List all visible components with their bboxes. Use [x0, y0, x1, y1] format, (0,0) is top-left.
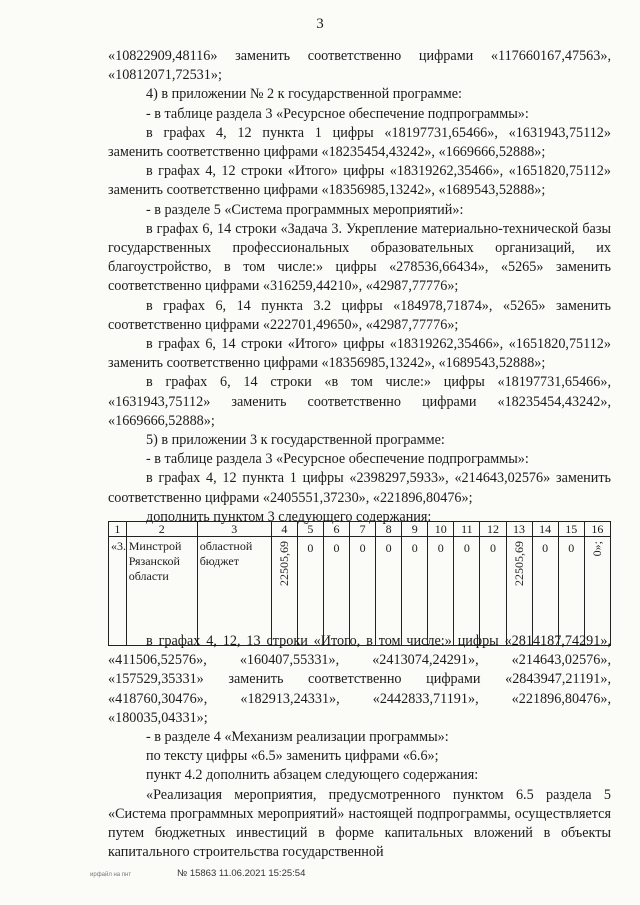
table-header-cell: 14	[532, 522, 558, 537]
table-cell-point-number: «3.	[109, 537, 127, 646]
paragraph-columns-total: в графах 4, 12 строки «Итого» цифры «18319262,35466», «1651820,75112» заменить соответственно цифрами «18356985,13242», «1689543,52888»;	[108, 163, 611, 199]
table-cell-value: 0	[480, 537, 506, 646]
table-cell-last	[584, 537, 610, 646]
paragraph-table-section3: - в таблице раздела 3 «Ресурсное обеспечение подпрограммы»:	[146, 105, 529, 122]
paragraph-item-4: 4) в приложении № 2 к государственной программе:	[146, 86, 462, 103]
paragraph-quote: «Реализация мероприятия, предусмотренного пунктом 6.5 раздела 5 «Система программных мероприятий» настоящей подпрограммы, осуществляется путем бюджетных инвестиций в форме капитальных вложений в объекты капитального строительства государственной	[108, 786, 611, 861]
table-cell-value: 0	[323, 537, 349, 646]
paragraph-columns-point1-b: в графах 4, 12 пункта 1 цифры «2398297,5933», «214643,02576» заменить соответственно цифрами «2405551,37230», «221896,80476»;	[108, 470, 611, 506]
upper-text-block	[108, 47, 611, 527]
table-header-cell: 4	[271, 522, 297, 537]
table-header-cell: 9	[402, 522, 428, 537]
paragraph-columns-point1: в графах 4, 12 пункта 1 цифры «18197731,65466», «1631943,75112» заменить соответственно цифрами «18235454,43242», «1669666,52888»;	[108, 124, 611, 161]
table-header-cell: 10	[428, 522, 454, 537]
year-value: 22505,69	[512, 541, 527, 586]
table-cell-value: 0	[532, 537, 558, 646]
table-cell-total	[271, 537, 297, 646]
table-cell-value: 0	[297, 537, 323, 646]
table-cell-source: областной бюджет	[197, 537, 271, 646]
table-header-cell: 5	[297, 522, 323, 537]
table-header-cell: 12	[480, 522, 506, 537]
paragraph-total-including: в графах 4, 12, 13 строки «Итого, в том числе:» цифры «2814187,74291», «411506,52576», «160407,55331», «2413074,24291», «214643,02576», «157529,35331» заменить соответственно цифрами «2843947,21191», «418760,30476», «182913,24331», «2442833,71191», «221896,80476», «180035,04331»;	[108, 633, 611, 726]
paragraph-including-row: в графах 6, 14 строки «в том числе:» цифры «18197731,65466», «1631943,75112» заменить соответственно цифрами «18235454,43242», «1669666,52888»;	[108, 374, 611, 429]
paragraph-table-section3-b: - в таблице раздела 3 «Ресурсное обеспечение подпрограммы»:	[146, 451, 529, 468]
table-cell-value: 0	[558, 537, 584, 646]
paragraph-point32: в графах 6, 14 пункта 3.2 цифры «184978,71874», «5265» заменить соответственно цифрами «222701,49650», «42987,77776»;	[108, 297, 611, 333]
table-cell-value: 0	[402, 537, 428, 646]
paragraph-total-row: в графах 6, 14 строки «Итого» цифры «18319262,35466», «1651820,75112» заменить соответственно цифрами «18356985,13242», «1689543,52888»;	[108, 336, 611, 372]
page-number: 3	[316, 16, 324, 32]
table-header-cell: 6	[323, 522, 349, 537]
table-cell-value: 0	[376, 537, 402, 646]
budget-table	[108, 521, 611, 646]
table-header-cell: 1	[109, 522, 127, 537]
table-header-cell: 8	[376, 522, 402, 537]
table-cell-value: 0	[350, 537, 376, 646]
total-value: 22505,69	[277, 541, 292, 586]
table-header-cell: 11	[454, 522, 480, 537]
table-header-cell: 2	[126, 522, 197, 537]
paragraph-add-point3: дополнить пунктом 3 следующего содержания:	[146, 508, 432, 525]
table-cell-value: 0	[428, 537, 454, 646]
table-header-cell: 13	[506, 522, 532, 537]
table-cell-year-value	[506, 537, 532, 646]
footer-small-text: ирфайл на пнт	[90, 872, 132, 878]
paragraph-task3: в графах 6, 14 строки «Задача 3. Укрепление материально-технической базы государственных профессиональных образовательных организаций, их благоустройство, в том числе:» цифры «278536,66434», «5265» заменить соответственно цифрами «316259,44210», «42987,77776»;	[108, 220, 611, 295]
paragraph-continuation: «10822909,48116» заменить соответственно цифрами «117660167,47563», «10812071,72531»;	[108, 48, 611, 84]
last-value: 0»;	[590, 541, 605, 557]
paragraph-replace-digits: по тексту цифры «6.5» заменить цифрами «6.6»;	[146, 748, 439, 765]
table-header-row	[109, 522, 611, 537]
table-header-cell: 16	[584, 522, 610, 537]
table-header-cell: 7	[350, 522, 376, 537]
paragraph-point42: пункт 4.2 дополнить абзацем следующего содержания:	[146, 767, 479, 784]
footer	[0, 868, 640, 888]
paragraph-section4: - в разделе 4 «Механизм реализации программы»:	[146, 729, 449, 746]
registration-stamp: № 15863 11.06.2021 15:25:54	[177, 868, 306, 879]
paragraph-section5: - в разделе 5 «Система программных мероприятий»:	[146, 201, 464, 218]
table-header-cell: 3	[197, 522, 271, 537]
table-row	[109, 537, 611, 646]
table-header-cell: 15	[558, 522, 584, 537]
table-cell-executor: Минстрой Рязанской области	[126, 537, 197, 646]
paragraph-item-5: 5) в приложении 3 к государственной программе:	[146, 432, 445, 449]
table-cell-value: 0	[454, 537, 480, 646]
lower-text-block	[108, 632, 611, 862]
